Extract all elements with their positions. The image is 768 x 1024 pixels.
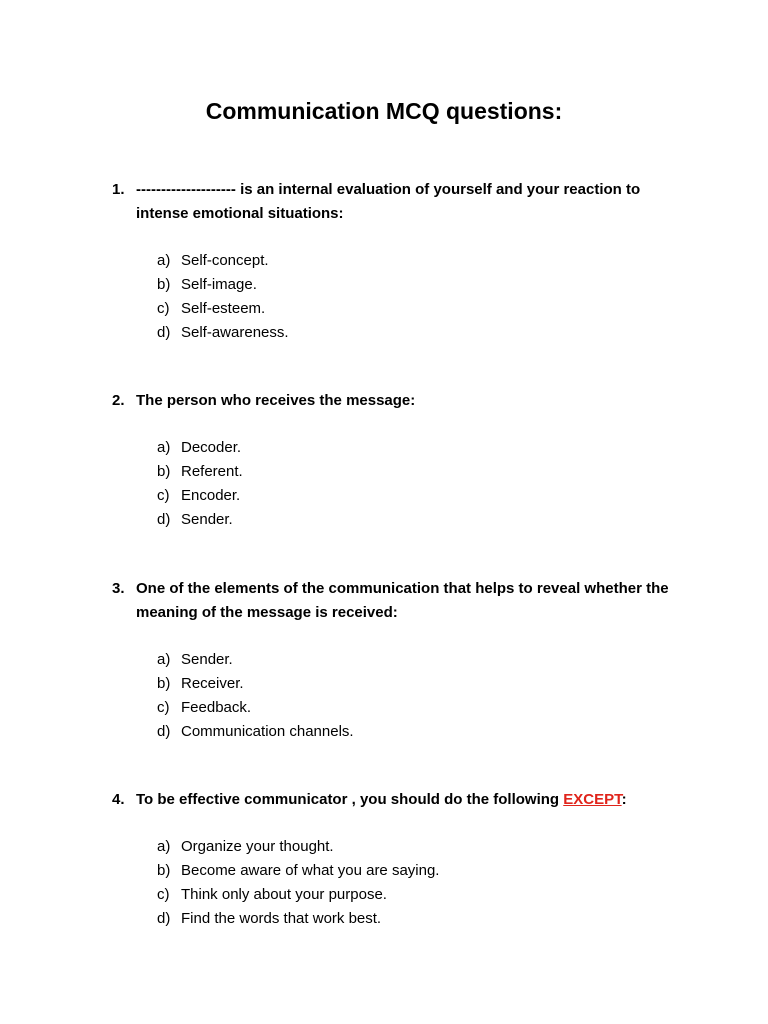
option-letter: c): [157, 699, 170, 716]
question-3-stem: [112, 577, 672, 625]
option-text: Feedback.: [181, 699, 252, 716]
answer-option: [157, 273, 672, 297]
question-number: 1.: [112, 181, 125, 198]
option-text: Self-concept.: [181, 252, 269, 269]
question-2: [112, 389, 672, 532]
option-letter: b): [157, 463, 171, 480]
option-letter: b): [157, 276, 171, 293]
option-letter: a): [157, 838, 171, 855]
option-letter: c): [157, 487, 170, 504]
answer-options: [157, 648, 672, 744]
question-number: 2.: [112, 392, 125, 409]
question-number: 4.: [112, 791, 125, 808]
question-text: The person who receives the message:: [136, 392, 416, 409]
option-text: Become aware of what you are saying.: [181, 862, 440, 879]
option-letter: a): [157, 439, 171, 456]
answer-option: [157, 460, 672, 484]
answer-option: [157, 321, 672, 345]
answer-option: [157, 720, 672, 744]
answer-option: [157, 859, 672, 883]
question-1-stem: [112, 178, 672, 226]
option-text: Organize your thought.: [181, 838, 334, 855]
option-text: Encoder.: [181, 487, 241, 504]
question-text: One of the elements of the communication that helps to reveal whether the meaning of the message is received:: [136, 580, 669, 621]
option-text: Think only about your purpose.: [181, 886, 387, 903]
option-text: Decoder.: [181, 439, 242, 456]
answer-options: [157, 835, 672, 931]
option-text: Sender.: [181, 511, 233, 528]
answer-option: [157, 648, 672, 672]
page-title: Communication MCQ questions:: [205, 98, 563, 124]
option-letter: c): [157, 300, 170, 317]
question-text: [136, 788, 672, 812]
except-highlight: EXCEPT: [563, 791, 622, 808]
option-letter: a): [157, 252, 171, 269]
option-letter: d): [157, 910, 171, 927]
option-letter: c): [157, 886, 170, 903]
question-text-start: To be effective communicator , you should do the following: [136, 791, 564, 808]
question-4: [112, 788, 672, 931]
answer-option: [157, 436, 672, 460]
option-letter: b): [157, 862, 171, 879]
option-text: Receiver.: [181, 675, 244, 692]
answer-option: [157, 835, 672, 859]
answer-option: [157, 696, 672, 720]
question-text-end: :: [621, 791, 627, 808]
question-1: [112, 178, 672, 345]
answer-option: [157, 672, 672, 696]
answer-option: [157, 249, 672, 273]
option-text: Find the words that work best.: [181, 910, 382, 927]
answer-option: [157, 484, 672, 508]
question-text: -------------------- is an internal evaluation of yourself and your reaction to intense emotional situations:: [136, 181, 641, 222]
option-letter: d): [157, 723, 171, 740]
answer-option: [157, 297, 672, 321]
answer-option: [157, 907, 672, 931]
answer-option: [157, 883, 672, 907]
question-3: [112, 577, 672, 744]
option-text: Self-esteem.: [181, 300, 266, 317]
question-number: 3.: [112, 580, 125, 597]
answer-options: [157, 436, 672, 532]
option-letter: a): [157, 651, 171, 668]
option-text: Communication channels.: [181, 723, 354, 740]
question-4-stem: [112, 788, 672, 812]
option-text: Sender.: [181, 651, 233, 668]
option-text: Self-image.: [181, 276, 257, 293]
question-2-stem: [112, 389, 672, 413]
option-text: Self-awareness.: [181, 324, 289, 341]
answer-option: [157, 508, 672, 532]
option-letter: d): [157, 511, 171, 528]
option-text: Referent.: [181, 463, 243, 480]
option-letter: d): [157, 324, 171, 341]
answer-options: [157, 249, 672, 345]
option-letter: b): [157, 675, 171, 692]
